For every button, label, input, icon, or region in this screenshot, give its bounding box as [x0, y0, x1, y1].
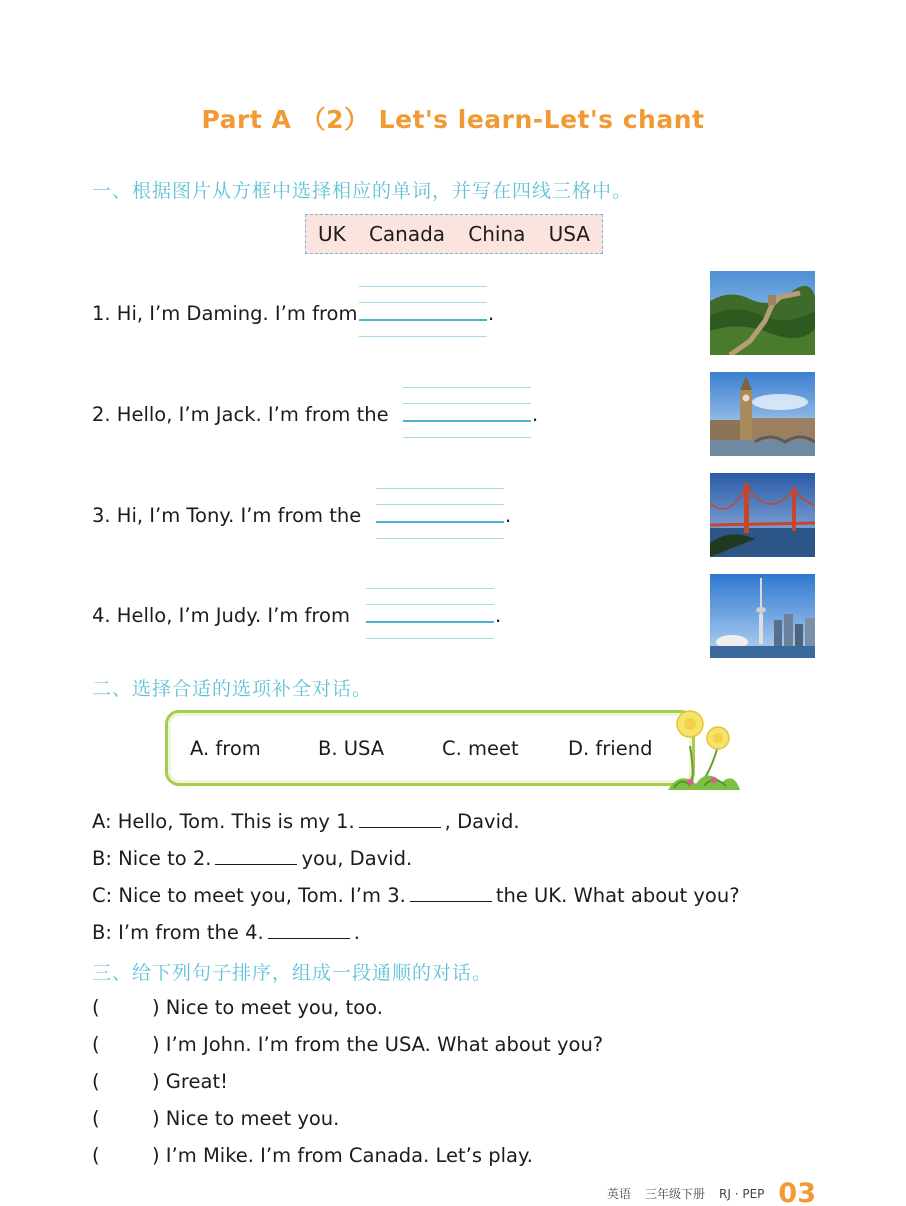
dialogue-text: , David. — [444, 810, 520, 833]
page-title: Part A （2） Let's learn-Let's chant — [201, 105, 705, 134]
question-text: 4. Hello, I’m Judy. I’m from — [92, 604, 350, 627]
dialogue-line-3 — [92, 884, 740, 907]
section-1-heading: 一、根据图片从方框中选择相应的单词，并写在四线三格中。 — [92, 180, 633, 202]
order-sentence: ) I’m John. I’m from the USA. What about you? — [152, 1033, 604, 1056]
section-2-heading: 二、选择合适的选项补全对话。 — [92, 678, 373, 700]
option-c: C. meet — [442, 737, 519, 760]
dialogue-line-2 — [92, 847, 412, 870]
question-1 — [92, 284, 652, 344]
question-3 — [92, 486, 652, 546]
footer-grade: 三年级下册 — [645, 1187, 706, 1201]
dialogue-text: the UK. What about you? — [495, 884, 740, 907]
footer-edition: RJ · PEP — [719, 1186, 765, 1201]
order-sentence: ) Nice to meet you, too. — [152, 996, 383, 1019]
four-line-grid-answer[interactable] — [359, 286, 487, 338]
word-box — [305, 214, 603, 254]
dialogue-text: you, David. — [301, 847, 413, 870]
cn-tower-photo — [710, 574, 815, 658]
question-2 — [92, 385, 652, 445]
order-item-1 — [92, 996, 383, 1019]
options-box — [165, 710, 695, 786]
question-text: 3. Hi, I’m Tony. I’m from the — [92, 504, 362, 527]
question-period: . — [505, 504, 512, 527]
word-option: Canada — [368, 222, 446, 246]
order-sentence: ) I’m Mike. I’m from Canada. Let’s play. — [152, 1144, 533, 1167]
option-a: A. from — [190, 737, 261, 760]
question-text: 1. Hi, I’m Daming. I’m from — [92, 302, 358, 325]
section-3-heading: 三、给下列句子排序，组成一段通顺的对话。 — [92, 962, 493, 984]
option-b: B. USA — [318, 737, 385, 760]
four-line-grid-answer[interactable] — [366, 588, 494, 640]
four-line-grid-answer[interactable] — [376, 488, 504, 540]
great-wall-photo — [710, 271, 815, 355]
dialogue-line-4 — [92, 921, 360, 944]
dialogue-text: C: Nice to meet you, Tom. I’m 3. — [92, 884, 406, 907]
answer-blank[interactable] — [410, 884, 492, 902]
four-line-grid-answer[interactable] — [403, 387, 531, 439]
question-text: 2. Hello, I’m Jack. I’m from the — [92, 403, 389, 426]
order-answer-slot[interactable]: ( — [92, 1033, 100, 1056]
order-item-5 — [92, 1144, 533, 1167]
order-answer-slot[interactable]: ( — [92, 1070, 100, 1093]
word-option: USA — [548, 222, 590, 246]
question-period: . — [532, 403, 539, 426]
order-answer-slot[interactable]: ( — [92, 996, 100, 1019]
big-ben-photo — [710, 372, 815, 456]
dialogue-text: A: Hello, Tom. This is my 1. — [92, 810, 355, 833]
question-period: . — [488, 302, 495, 325]
order-item-2 — [92, 1033, 603, 1056]
word-option: UK — [318, 222, 346, 246]
order-sentence: ) Great! — [152, 1070, 228, 1093]
answer-blank[interactable] — [268, 921, 350, 939]
answer-blank[interactable] — [359, 810, 441, 828]
footer-subject: 英语 — [607, 1187, 632, 1201]
dialogue-text: B: Nice to 2. — [92, 847, 212, 870]
page-footer — [607, 1178, 816, 1206]
page-number: 03 — [778, 1178, 816, 1206]
dialogue-line-1 — [92, 810, 520, 833]
question-period: . — [495, 604, 502, 627]
answer-blank[interactable] — [215, 847, 297, 865]
dialogue-text: B: I’m from the 4. — [92, 921, 264, 944]
word-option: China — [468, 222, 526, 246]
order-item-4 — [92, 1107, 339, 1130]
order-answer-slot[interactable]: ( — [92, 1107, 100, 1130]
order-sentence: ) Nice to meet you. — [152, 1107, 340, 1130]
golden-gate-photo — [710, 473, 815, 557]
flower-decoration-icon — [660, 706, 742, 798]
order-item-3 — [92, 1070, 228, 1093]
question-4 — [92, 586, 652, 646]
dialogue-text: . — [353, 921, 360, 944]
order-answer-slot[interactable]: ( — [92, 1144, 100, 1167]
option-d: D. friend — [568, 737, 653, 760]
